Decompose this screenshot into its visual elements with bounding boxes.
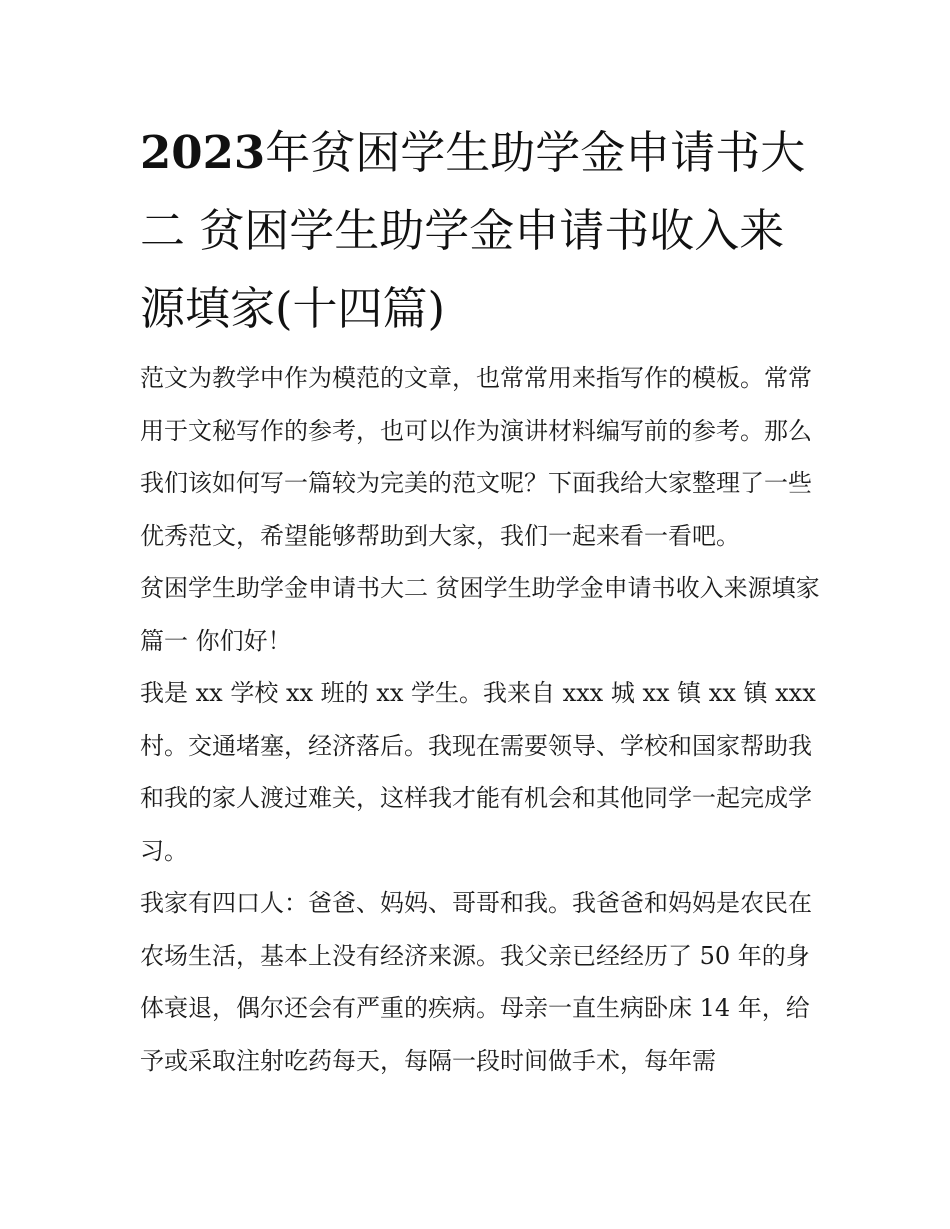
- paragraph-intro: 范文为教学中作为模范的文章，也常常用来指写作的模板。常常用于文秘写作的参考，也可以作为演讲材料编写前的参考。那么我们该如何写一篇较为完美的范文呢？下面我给大家整理了一些优秀范文，希望能够帮助到大家，我们一起来看一看吧。: [140, 364, 812, 550]
- paragraph-heading: 贫困学生助学金申请书大二 贫困学生助学金申请书收入来源填家篇一 你们好！: [140, 574, 820, 655]
- paragraph-family: 我家有四口人：爸爸、妈妈、哥哥和我。我爸爸和妈妈是农民在农场生活，基本上没有经济来源。我父亲已经经历了 50 年的身体衰退，偶尔还会有严重的疾病。母亲一直生病卧床 14 年，给予或采取注射吃药每天，每隔一段时间做手术，每年需: [140, 889, 812, 1075]
- title-year: 2023: [140, 126, 266, 179]
- document-title: [140, 114, 820, 348]
- paragraph-self-intro: 我是 xx 学校 xx 班的 xx 学生。我来自 xxx 城 xx 镇 xx 镇 xxx 村。交通堵塞，经济落后。我现在需要领导、学校和国家帮助我和我的家人渡过难关，这样我才能有机会和其他同学一起完成学习。: [140, 679, 816, 865]
- document-body: [140, 352, 820, 1087]
- title-text: 年贫困学生助学金申请书大二 贫困学生助学金申请书收入来源填家(十四篇): [140, 126, 806, 335]
